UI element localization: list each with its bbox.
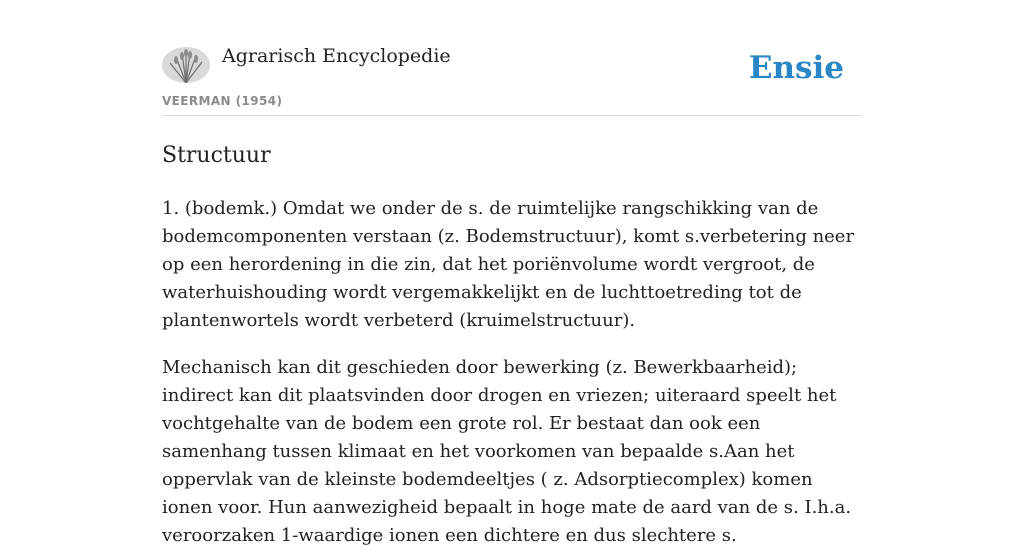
ensie-brand-link[interactable]: Ensie	[748, 50, 844, 86]
article-title: Structuur	[162, 143, 271, 168]
source-title[interactable]: Agrarisch Encyclopedie	[222, 45, 451, 67]
article-paragraph: 1. (bodemk.) Omdat we onder de s. de ruimtelijke rangschikking van de bodemcomponenten verstaan (z. Bodemstructuur), komt s.verbetering neer op een herordening in die zin, dat het poriënvolume wordt vergroot, de waterhuishouding wordt vergemakkelijkt en de luchttoetreding tot de plantenwortels wordt verbeterd (kruimelstructuur).	[162, 198, 855, 331]
wheat-logo-icon[interactable]	[162, 47, 210, 83]
source-header	[162, 0, 862, 116]
source-author-year: VEERMAN (1954)	[162, 94, 283, 108]
page	[162, 0, 862, 550]
article-paragraph: Mechanisch kan dit geschieden door bewerking (z. Bewerkbaarheid); indirect kan dit plaatsvinden door drogen en vriezen; uiteraard speelt het vochtgehalte van de bodem een grote rol. Er bestaat dan ook een samenhang tussen klimaat en het voorkomen van bepaalde s.Aan het oppervlak van de kleinste bodemdeeltjes ( z. Adsorptiecomplex) komen ionen voor. Hun aanwezigheid bepaalt in hoge mate de aard van de s. I.h.a. veroorzaken 1-waardige ionen een dichtere en dus slechtere s.	[162, 357, 852, 546]
